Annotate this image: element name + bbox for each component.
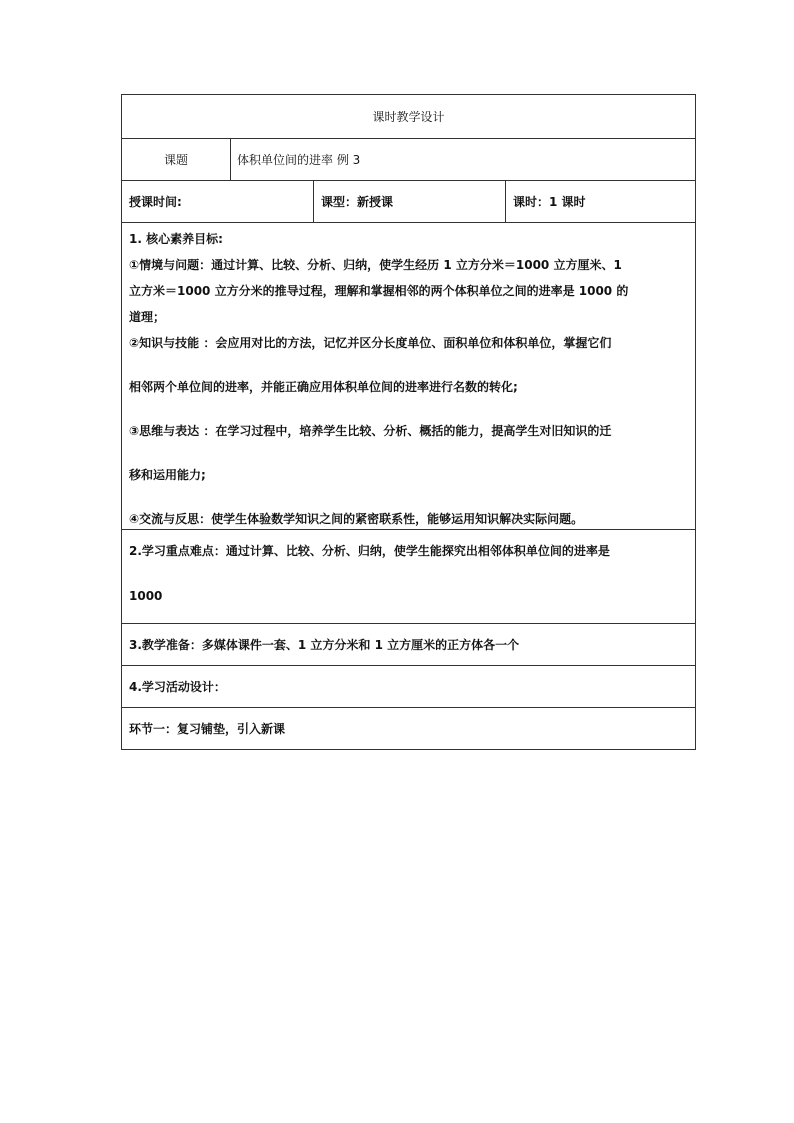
activity-design-text: 4.学习活动设计：: [129, 680, 226, 694]
topic-label: 课题: [163, 153, 188, 167]
teaching-prep-row: [122, 623, 695, 665]
goal-1-line-3: 道理；: [129, 310, 166, 324]
key-points-section: [122, 529, 695, 623]
spacer: [129, 356, 688, 374]
goal-2-line-2: 相邻两个单位间的进率，并能正确应用体积单位间的进率进行名数的转化;: [129, 380, 518, 394]
spacer: [129, 488, 688, 506]
goals-heading: 1. 核心素养目标:: [129, 232, 223, 246]
key-points-line-1: 2.学习重点难点：通过计算、比较、分析、归纳，使学生能探究出相邻体积单位间的进率是: [129, 544, 610, 558]
lesson-hours-label: 课时：1 课时: [505, 181, 695, 222]
key-points-line-2: 1000: [129, 589, 163, 603]
activity-design-row: [122, 665, 695, 707]
info-row: [122, 180, 695, 222]
teaching-time-label: 授课时间:: [129, 195, 182, 209]
goal-1-line-2: 立方米＝1000 立方分米的推导过程，理解和掌握相邻的两个体积单位之间的进率是 1000 的: [129, 284, 629, 298]
goal-3-line-2: 移和运用能力;: [129, 468, 206, 482]
segment-one-text: 环节一：复习铺垫，引入新课: [129, 722, 286, 736]
table-title: 课时教学设计: [372, 110, 445, 124]
goal-4-line-1: ④交流与反思：使学生体验数学知识之间的紧密联系性，能够运用知识解决实际问题。: [129, 512, 584, 526]
teaching-prep-text: 3.教学准备：多媒体课件一套、1 立方分米和 1 立方厘米的正方体各一个: [129, 638, 520, 652]
spacer: [129, 400, 688, 418]
spacer: [129, 444, 688, 462]
topic-value: 体积单位间的进率 例 3: [230, 139, 695, 180]
goal-1-line-1: ①情境与问题：通过计算、比较、分析、归纳，使学生经历 1 立方分米＝1000 立方厘米、1: [129, 258, 622, 272]
goal-2-line-1: ②知识与技能 ：会应用对比的方法，记忆并区分长度单位、面积单位和体积单位，掌握它们: [129, 336, 612, 350]
segment-one-row: [122, 707, 695, 749]
lesson-design-table: [121, 94, 696, 750]
lesson-type-label: 课型：新授课: [313, 181, 505, 222]
core-goals-section: [122, 222, 695, 529]
topic-row: [122, 138, 695, 180]
goal-3-line-1: ③思维与表达 ：在学习过程中，培养学生比较、分析、概括的能力，提高学生对旧知识的迁: [129, 424, 612, 438]
